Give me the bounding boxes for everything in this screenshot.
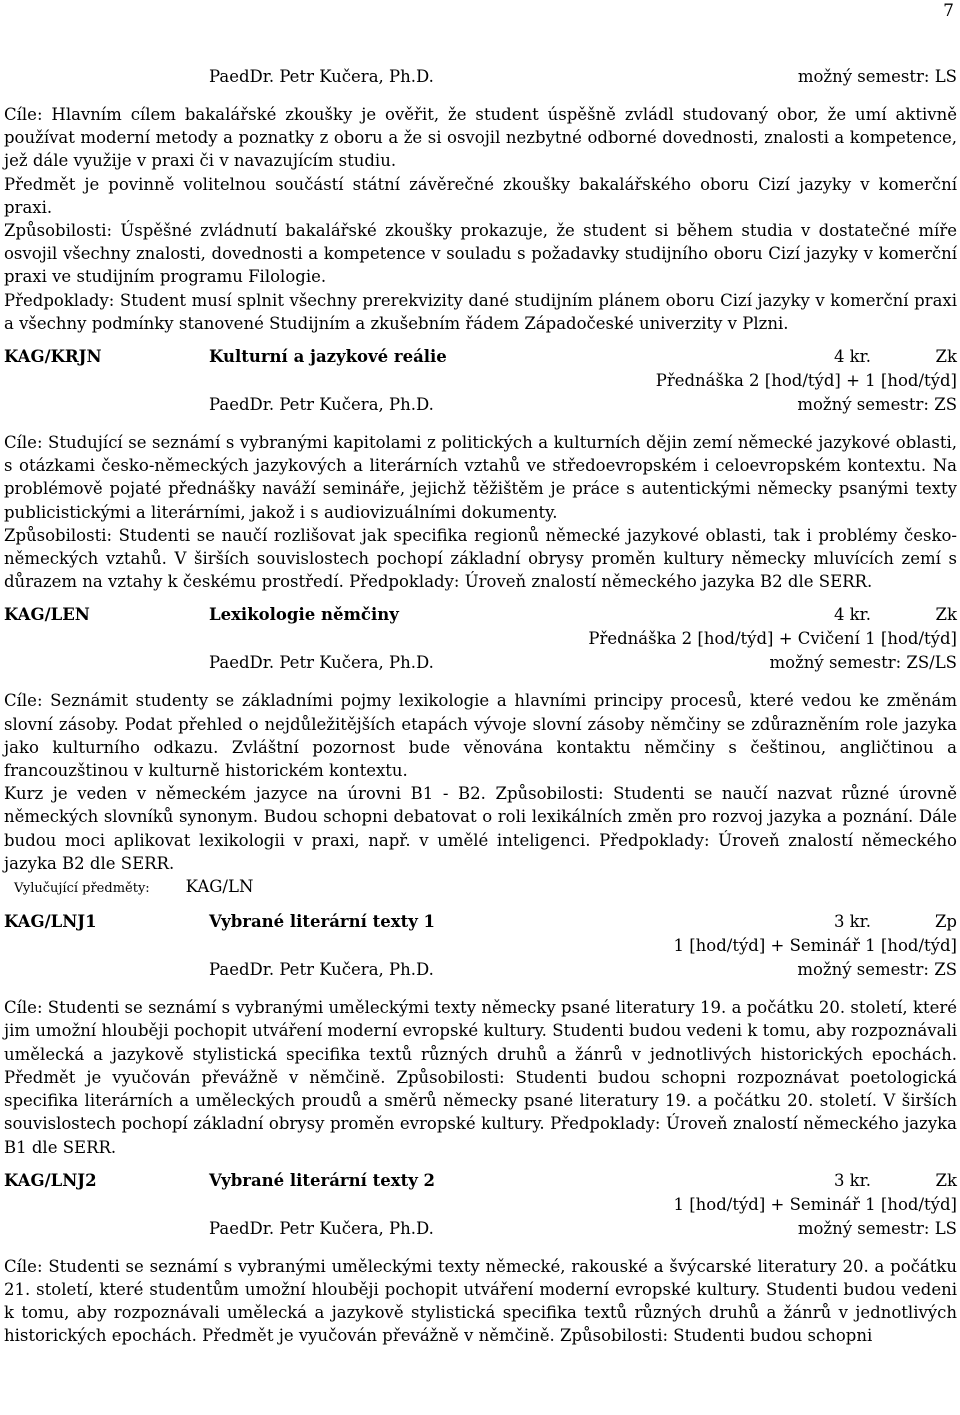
course-header xyxy=(4,1169,957,1193)
course-credits: 3 kr. xyxy=(833,912,871,932)
course-goals: Cíle: Seznámit studenty se základními pojmy lexikologie a hlavními principy procesů, které vedou ke změnám slovní zásoby. Podat přehled o nejdůležitějších etapách vývoje slovní zásoby němčiny se zdůrazněním role jazyka jako kulturního odkazu. Zvláštní pozornost bude věnována kontaktu němčiny s češtinou, angličtinou a francouzštinou v kulturně historickém kontextu. xyxy=(4,691,957,781)
course-code: KAG/LNJ2 xyxy=(4,1170,97,1190)
course-credits: 4 kr. xyxy=(833,605,871,625)
semester-info: možný semestr: ZS xyxy=(797,395,957,415)
page-number: 7 xyxy=(943,1,954,21)
teacher-name: PaedDr. Petr Kučera, Ph.D. xyxy=(209,960,434,980)
course-hours: 1 [hod/týd] + Seminář 1 [hod/týd] xyxy=(673,936,957,956)
course-hours: Přednáška 2 [hod/týd] + Cvičení 1 [hod/týd] xyxy=(588,629,957,649)
course-goals: Cíle: Studenti se seznámí s vybranými uměleckými texty německé, rakouské a švýcarské literatury 20. a počátku 21. století, které studentům umožní hlouběji pochopit utváření moderní evropské kultury. Studenti budou vedeni k tomu, aby rozpoznávali umělecká a jazykově stylistická specifika textů různých druhů a žánrů v jednotlivých historických epochách. Předmět je vyučován převážně v němčině. Způsobilosti: Studenti budou schopni xyxy=(4,1256,957,1346)
prev-course-goals: Cíle: Hlavním cílem bakalářské zkoušky je ověřit, že student úspěšně zvládl studovaný obor, že umí aktivně používat moderní metody a poznatky z oboru a že si osvojil nezbytné odborné dovednosti, znalosti a kompetence, jež dále využije v praxi či v navazujícím studiu. xyxy=(4,105,957,171)
course-goals: Cíle: Studující se seznámí s vybranými kapitolami z politických a kulturních dějin zemí německé jazykové oblasti, s otázkami česko-německých jazykových a literárních vztahů ve středoevropském i celoevropském kontextu. Na problémově pojaté přednášky naváží semináře, jejichž těžištěm je práce s autentickými německy psanými texty publicistickými a literárními, jakož i s audiovizuálními dokumenty. xyxy=(4,433,957,522)
exclusive-courses-label: Vylučující předměty: xyxy=(14,881,150,897)
teacher-name: PaedDr. Petr Kučera, Ph.D. xyxy=(209,67,434,86)
course-hours-row xyxy=(4,627,957,651)
course-header xyxy=(4,345,957,369)
semester-info: možný semestr: ZS/LS xyxy=(769,653,957,673)
course-code: KAG/LNJ1 xyxy=(4,912,97,932)
course-competences: Způsobilosti: Studenti se naučí rozlišovat jak specifika regionů německé jazykové oblasti, tak i problémy česko-německých vztahů. V širších souvislostech pochopí základní obrysy proměn kultury německy mluvících zemí s důrazem na vztahy k českému prostředí. Předpoklady: Úroveň znalostí německého jazyka B2 dle SERR. xyxy=(4,525,957,592)
course-meta xyxy=(4,958,957,982)
prev-course-prerequisites: Předpoklady: Student musí splnit všechny prerekvizity dané studijním plánem oboru Cizí jazyky v komerční praxi a všechny podmínky stanovené Studijním a zkušebním řádem Západočeské univerzity v Plzni. xyxy=(4,290,957,333)
course-hours: 1 [hod/týd] + Seminář 1 [hod/týd] xyxy=(673,1194,957,1214)
course-credits: 3 kr. xyxy=(833,1170,871,1190)
course-title: Vybrané literární texty 1 xyxy=(209,912,436,932)
course-goals: Cíle: Studenti se seznámí s vybranými uměleckými texty německy psané literatury 19. a počátku 20. století, které jim umožní hlouběji pochopit utváření moderní evropské kultury. Studenti budou vedeni k tomu, aby rozpoznávali umělecká a jazykově stylistická specifika textů různých druhů a žánrů v jednotlivých historických epochách. Předmět je vyučován převážně v němčině. Způsobilosti: Studenti budou schopni rozpoznávat poetologická specifika literárních a uměleckých proudů a směrů německy psané literatury 19. a počátku 20. století. V širších souvislostech pochopí základní obrysy proměn evropské kultury. Předpoklady: Úroveň znalostí německého jazyka B1 dle SERR. xyxy=(4,998,957,1157)
course-competences: Kurz je veden v německém jazyce na úrovni B1 - B2. Způsobilosti: Studenti se naučí nazvat různé úrovně německých slovníků synonym. Budou schopni debatovat o roli lexikálních změn pro rozvoj jazyka a poznání. Dále budou moci aplikovat lexikologii v praxi, např. v umělé inteligenci. Předpoklady: Úroveň znalostí německého jazyka B2 dle SERR. xyxy=(4,784,957,873)
teacher-name: PaedDr. Petr Kučera, Ph.D. xyxy=(209,395,434,415)
course-title: Lexikologie němčiny xyxy=(209,605,399,625)
course-title: Kulturní a jazykové reálie xyxy=(209,347,447,367)
prev-course-meta xyxy=(4,65,957,89)
semester-info: možný semestr: ZS xyxy=(797,960,957,980)
course-exam-type: Zk xyxy=(935,605,957,625)
course-exam-type: Zp xyxy=(934,912,957,932)
exclusive-courses xyxy=(4,875,957,900)
semester-info: možný semestr: LS xyxy=(797,67,957,86)
course-hours-row xyxy=(4,1193,957,1217)
course-title: Vybrané literární texty 2 xyxy=(209,1170,436,1190)
page-content xyxy=(4,65,957,1348)
course-code: KAG/KRJN xyxy=(4,347,102,367)
prev-course-note: Předmět je povinně volitelnou součástí státní závěrečné zkoušky bakalářského oboru Cizí jazyky v komerční praxi. xyxy=(4,174,957,217)
course-header xyxy=(4,603,957,627)
course-meta xyxy=(4,393,957,417)
course-hours-row xyxy=(4,369,957,393)
course-credits: 4 kr. xyxy=(833,347,871,367)
prev-course-competences: Způsobilosti: Úspěšné zvládnutí bakalářské zkoušky prokazuje, že student si během studia v dostatečné míře osvojil všechny znalosti, dovednosti a kompetence v souladu s požadavky studijního oboru Cizí jazyky v komerční praxi ve studijním programu Filologie. xyxy=(4,221,957,287)
course-hours: Přednáška 2 [hod/týd] + 1 [hod/týd] xyxy=(655,371,957,391)
course-exam-type: Zk xyxy=(935,1170,957,1190)
course-code: KAG/LEN xyxy=(4,605,90,625)
semester-info: možný semestr: LS xyxy=(797,1218,957,1238)
teacher-name: PaedDr. Petr Kučera, Ph.D. xyxy=(209,653,434,673)
exclusive-courses-value: KAG/LN xyxy=(185,877,254,897)
course-meta xyxy=(4,1217,957,1241)
course-header xyxy=(4,910,957,934)
teacher-name: PaedDr. Petr Kučera, Ph.D. xyxy=(209,1218,434,1238)
course-meta xyxy=(4,651,957,675)
course-exam-type: Zk xyxy=(935,347,957,367)
course-hours-row xyxy=(4,934,957,958)
